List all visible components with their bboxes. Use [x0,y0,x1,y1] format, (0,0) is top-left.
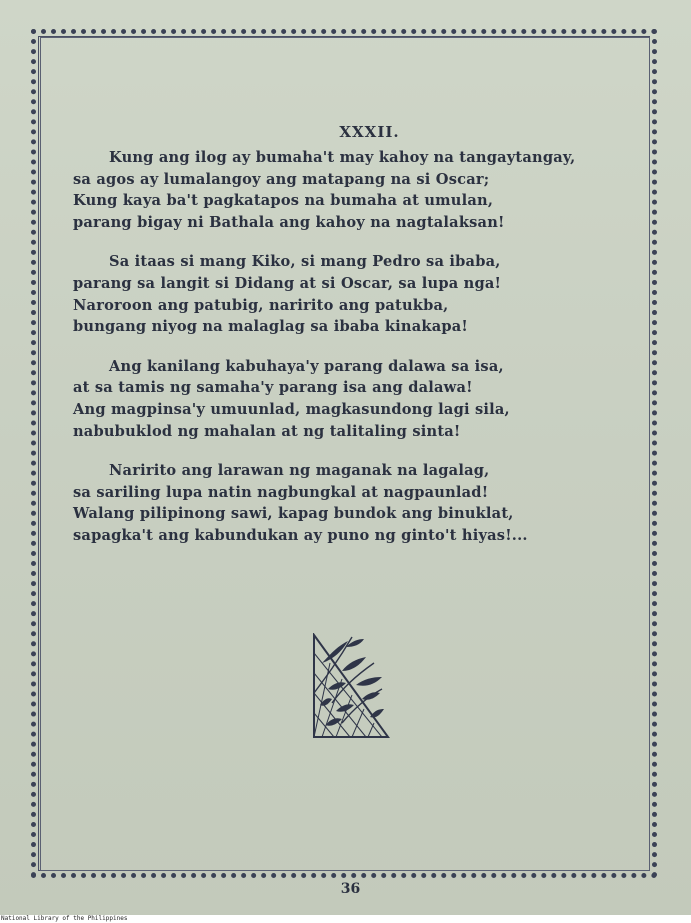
poem-line: Naririto ang larawan ng maganak na lagalag, [109,462,490,480]
poem-line: sapagka't ang kabundukan ay puno ng ginto't hiyas!... [73,526,528,544]
stanza-2 [73,251,618,337]
poem-line: sa sariling lupa natin nagbungkal at nagpaunlad! [73,483,489,501]
poem-line: Naroroon ang patubig, naririto ang patukba, [73,296,449,314]
poem-line: bungang niyog na malaglag sa ibaba kinakapa! [73,318,469,336]
poem-line: sa agos ay lumalangoy ang matapang na si Oscar; [73,170,490,188]
leaf-ornament-icon [312,633,390,739]
poem-heading: XXXII. [339,123,400,141]
poem-line: parang sa langit si Didang at si Oscar, sa lupa nga! [73,274,502,292]
stanza-1 [73,147,618,233]
poem-line: Walang pilipinong sawi, kapag bundok ang binuklat, [73,505,514,523]
poem-line: Kung ang ilog ay bumaha't may kahoy na tangaytangay, [109,149,576,166]
footer-bar [0,915,691,923]
poem-line: Kung kaya ba't pagkatapos na bumaha at umulan, [73,192,494,210]
poem-line: parang bigay ni Bathala ang kahoy na nagtalaksan! [73,213,505,231]
poem-line: Sa itaas si mang Kiko, si mang Pedro sa ibaba, [109,253,501,271]
poem-content [73,123,618,565]
library-credit: National Library of the Philippines [1,915,128,922]
stanza-4 [73,460,618,546]
poem-line: nabubuklod ng mahalan at ng talitaling sinta! [73,422,461,440]
page-number: 36 [340,881,361,897]
poem-line: Ang magpinsa'y umuunlad, magkasundong lagi sila, [73,400,510,418]
poem-line: at sa tamis ng samaha'y parang isa ang dalawa! [73,379,473,397]
poem-line: Ang kanilang kabuhaya'y parang dalawa sa isa, [109,357,504,375]
stanza-3 [73,356,618,442]
